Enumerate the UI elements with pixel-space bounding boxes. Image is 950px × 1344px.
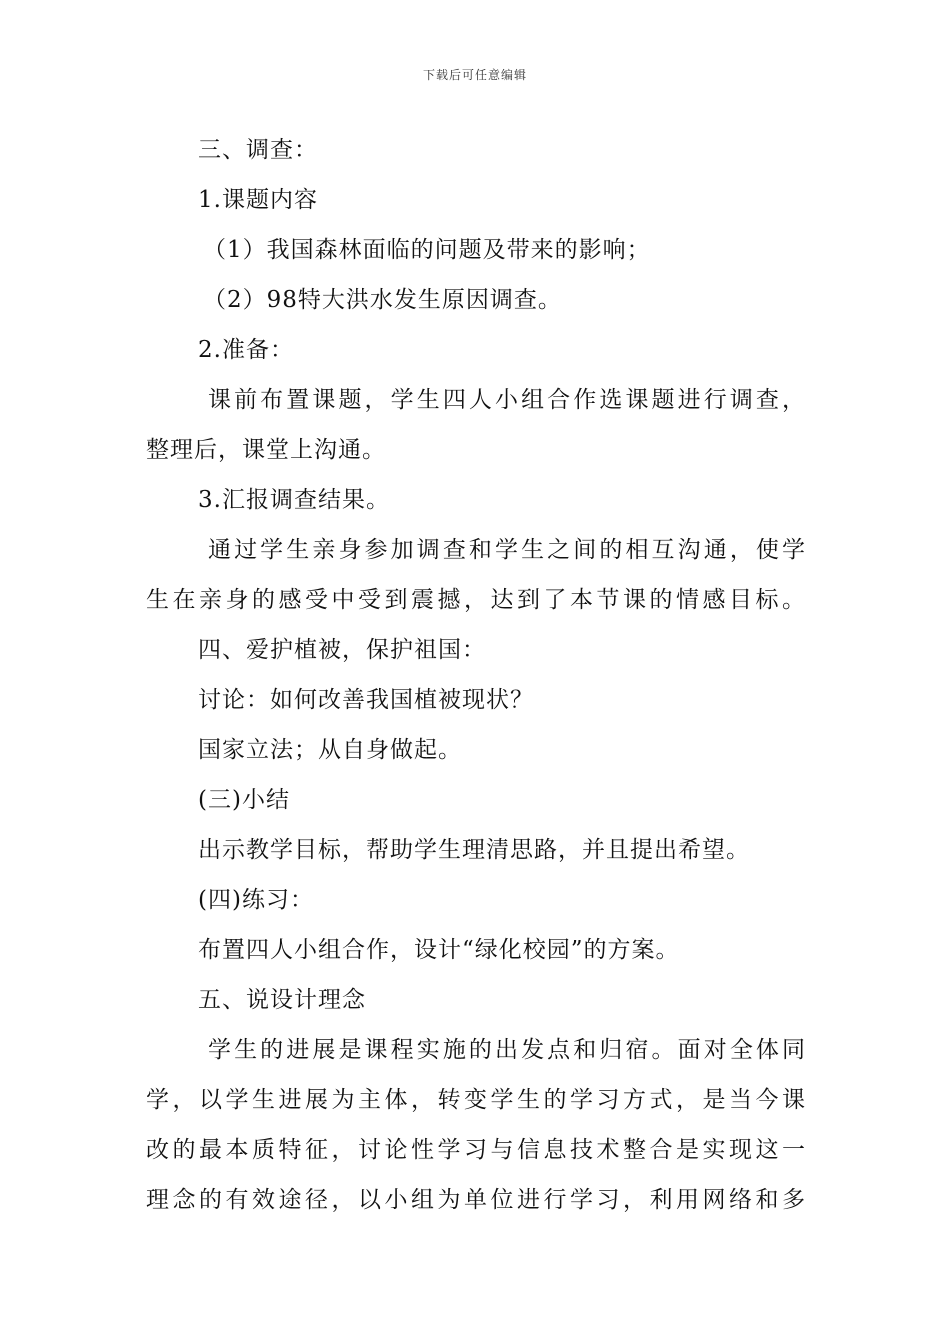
paragraph-line: 讨论：如何改善我国植被现状？ [198,687,534,713]
paragraph-line: 学，以学生进展为主体，转变学生的学习方式，是当今课 [146,1087,806,1113]
paragraph-line: 整理后，课堂上沟通。 [146,437,386,463]
list-item-topic-2: （2）98特大洪水发生原因调查。 [203,287,562,313]
paragraph-line: 通过学生亲身参加调查和学生之间的相互沟通，使学 [208,537,806,563]
paragraph-line: 改的最本质特征，讨论性学习与信息技术整合是实现这一 [146,1137,806,1163]
paragraph-line: 国家立法；从自身做起。 [198,737,462,763]
paragraph-line: 生在亲身的感受中受到震撼，达到了本节课的情感目标。 [146,587,806,613]
paragraph-line: 出示教学目标，帮助学生理清思路，并且提出希望。 [198,837,750,863]
list-item-topic-1: （1）我国森林面临的问题及带来的影响； [203,237,651,263]
subheading-preparation: 2.准备： [198,337,294,363]
subheading-exercise: (四)练习： [198,887,314,913]
section-heading-survey: 三、调查： [198,137,318,163]
document-body [146,125,806,1225]
page-header-note: 下载后可任意编辑 [422,68,527,82]
paragraph-line: 布置四人小组合作，设计“绿化校园”的方案。 [198,937,680,963]
subheading-topic-content: 1.课题内容 [198,187,318,213]
subheading-report-results: 3.汇报调查结果。 [198,487,390,513]
section-heading-protect-vegetation: 四、爱护植被，保护祖国： [198,637,486,663]
section-heading-design-concept: 五、说设计理念 [198,987,366,1013]
paragraph-line: 课前布置课题，学生四人小组合作选课题进行调查， [208,387,806,413]
paragraph-line: 理念的有效途径，以小组为单位进行学习，利用网络和多 [146,1187,806,1213]
paragraph-line: 学生的进展是课程实施的出发点和归宿。面对全体同 [208,1037,806,1063]
subheading-summary: (三)小结 [198,787,290,813]
